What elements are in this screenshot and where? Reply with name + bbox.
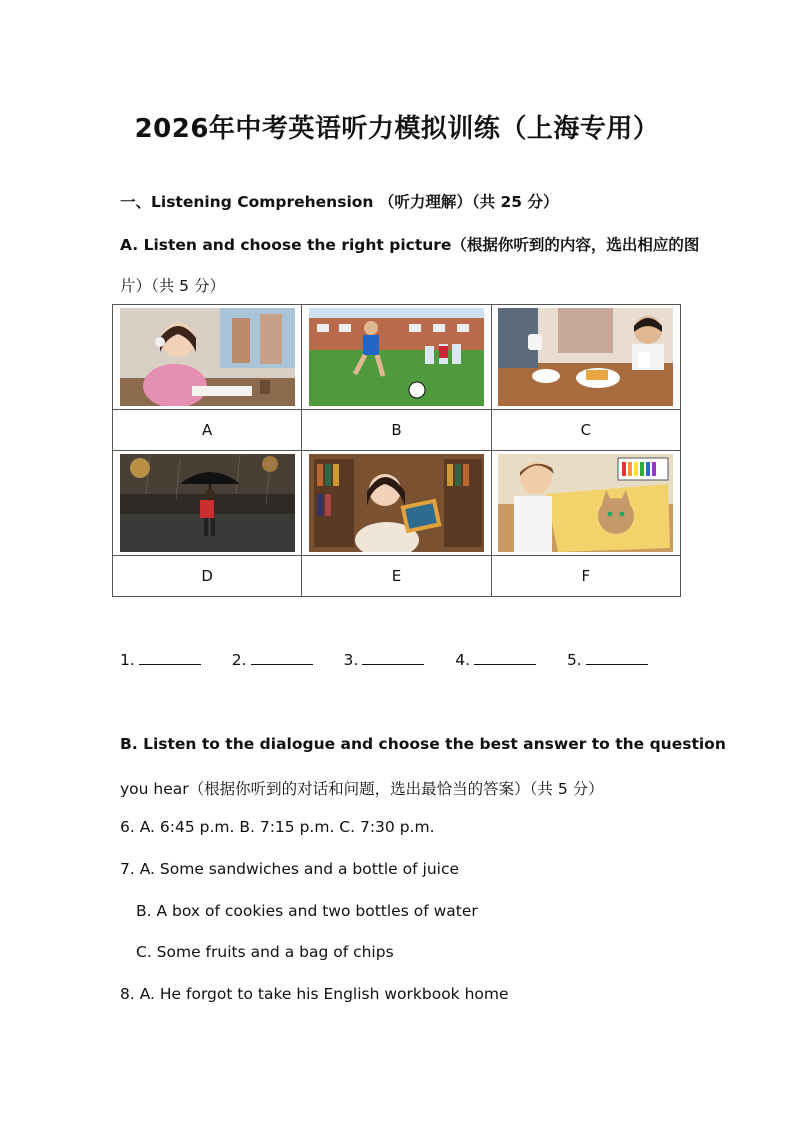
picture-label-c: C [491,410,680,451]
child-with-umbrella-in-rain-icon [120,454,295,552]
part-a-instruction-line2: 片）（共 5 分） [120,277,225,295]
answer-blank-2: 2. [232,650,313,669]
answer-input-2[interactable] [251,650,313,665]
picture-grid [112,304,681,597]
picture-cell-e [302,451,491,556]
girl-with-headphones-studying-icon [120,308,295,406]
part-b-instruction-line1: B. Listen to the dialogue and choose the best answer to the question [120,735,726,753]
picture-cell-a [113,305,302,410]
picture-label-f: F [491,556,680,597]
part-a-instruction-text: A. Listen and choose the right picture（根据你听到的内容，选出相应的图 [120,236,700,254]
picture-label-d: D [113,556,302,597]
section-heading: 一、Listening Comprehension （听力理解）（共 25 分） [120,193,559,211]
picture-cell-c [491,305,680,410]
picture-cell-b [302,305,491,410]
question-6: 6. A. 6:45 p.m. B. 7:15 p.m. C. 7:30 p.m. [120,818,435,836]
answer-blank-1: 1. [120,650,201,669]
answer-blanks [120,650,674,669]
answer-blank-4: 4. [455,650,536,669]
answer-input-3[interactable] [362,650,424,665]
part-b-instruction-line2: you hear（根据你听到的对话和问题，选出最恰当的答案）（共 5 分） [120,780,604,798]
boy-drawing-cat-icon [498,454,673,552]
picture-label-e: E [302,556,491,597]
page-title: 2026年中考英语听力模拟训练（上海专用） [134,114,660,144]
question-7-option-b: B. A box of cookies and two bottles of water [136,902,478,920]
picture-label-a: A [113,410,302,451]
girl-reading-book-icon [309,454,484,552]
picture-label-b: B [302,410,491,451]
question-7-option-a: 7. A. Some sandwiches and a bottle of juice [120,860,460,878]
part-a-instruction-line1 [120,233,699,255]
answer-input-5[interactable] [586,650,648,665]
answer-input-4[interactable] [474,650,536,665]
picture-cell-f [491,451,680,556]
boy-playing-football-icon [309,308,484,406]
family-breakfast-icon [498,308,673,406]
picture-cell-d [113,451,302,556]
question-8-option-a: 8. A. He forgot to take his English workbook home [120,985,509,1003]
answer-input-1[interactable] [139,650,201,665]
answer-blank-3: 3. [343,650,424,669]
answer-blank-5: 5. [567,650,648,669]
question-7-option-c: C. Some fruits and a bag of chips [136,943,394,961]
